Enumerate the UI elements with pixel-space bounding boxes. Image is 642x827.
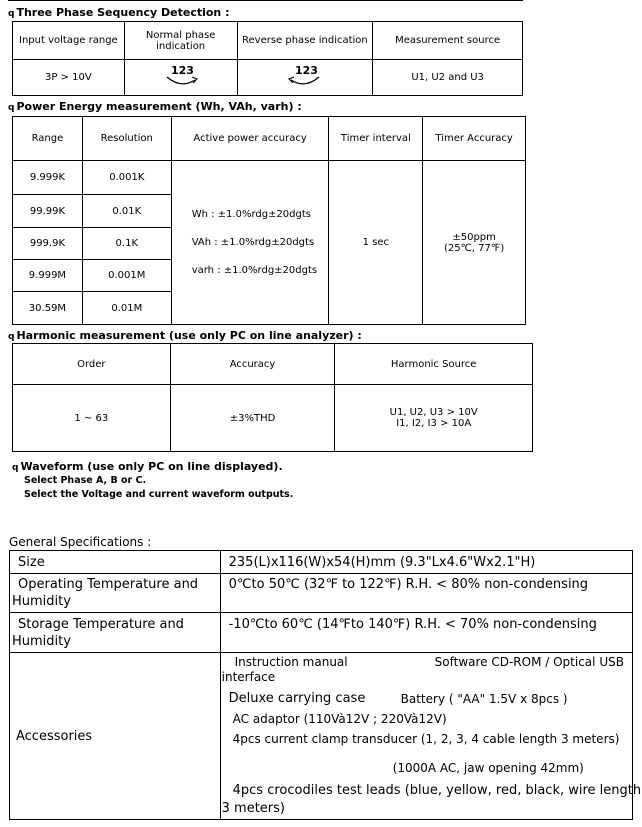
spec-label: Operating Temperature and Humidity <box>10 574 221 613</box>
accessory-item: Deluxe carrying case <box>228 691 366 706</box>
resolution-cell: 0.001M <box>82 260 171 292</box>
table-header-row <box>13 22 523 60</box>
section-heading <box>8 6 230 19</box>
accessory-item: 4pcs current clamp transducer (1, 2, 3, 4 cable length 3 meters) <box>232 732 620 746</box>
timer-accuracy-value: ±50ppm <box>452 231 496 243</box>
table-row <box>13 60 523 96</box>
table-row <box>10 653 633 820</box>
resolution-cell: 0.01K <box>82 195 171 228</box>
section-heading <box>12 460 283 473</box>
accuracy-cell: ±3%THD <box>170 385 335 452</box>
phase-order-label: 123 <box>170 64 194 77</box>
spec-value: 0℃to 50℃ (32℉ to 122℉) R.H. < 80% non-condensing <box>220 574 632 613</box>
resolution-cell: 0.01M <box>82 292 171 325</box>
section-title: Harmonic measurement (use only PC on line analyzer) : <box>16 329 362 342</box>
header-cell: Timer Accuracy <box>423 117 526 161</box>
table-header-row <box>13 344 533 385</box>
clockwise-arrow-icon <box>159 63 203 89</box>
accessory-item: 3 meters) <box>221 801 285 816</box>
waveform-note: Select Phase A, B or C. <box>24 475 147 486</box>
table-row <box>13 385 533 452</box>
timer-accuracy-conditions: (25℃, 77℉) <box>443 242 505 254</box>
table-row <box>13 161 526 195</box>
counterclockwise-arrow-icon <box>283 63 327 89</box>
reverse-phase-cell <box>237 60 373 96</box>
header-cell: Input voltage range <box>13 22 125 60</box>
header-cell: Accuracy <box>170 344 335 385</box>
timer-interval-cell: 1 sec <box>329 161 423 325</box>
range-cell: 9.999M <box>13 260 83 292</box>
range-cell: 999.9K <box>13 228 83 260</box>
section-title: Waveform (use only PC on line displayed). <box>20 460 283 473</box>
phase-order-label: 123 <box>294 64 318 77</box>
resolution-cell: 0.001K <box>82 161 171 195</box>
bullet: q <box>8 103 15 113</box>
accessory-item: Software CD-ROM / Optical USB <box>434 655 624 669</box>
input-range-cell: 3P > 10V <box>13 60 125 96</box>
header-cell: Order <box>13 344 171 385</box>
current-source: I1, I2, I3 > 10A <box>396 418 472 429</box>
spec-label: Accessories <box>10 653 221 820</box>
general-specs-table <box>9 550 642 820</box>
top-rule <box>8 0 523 1</box>
header-cell: Reverse phase indication <box>237 22 373 60</box>
bullet: q <box>12 463 19 473</box>
section-heading <box>8 100 302 113</box>
section-heading <box>8 329 362 342</box>
harmonic-source-cell <box>335 385 533 452</box>
accuracy-line: Wh : ±1.0%rdg±20dgts <box>191 208 311 220</box>
section-title: Power Energy measurement (Wh, VAh, varh) : <box>16 100 302 113</box>
accuracy-line: varh : ±1.0%rdg±20dgts <box>191 264 318 276</box>
timer-accuracy-cell <box>423 161 526 325</box>
spec-value: -10℃to 60℃ (14℉to 140℉) R.H. < 70% non-condensing <box>220 613 632 653</box>
bullet: q <box>8 332 15 342</box>
accuracy-line: VAh : ±1.0%rdg±20dgts <box>191 236 315 248</box>
voltage-source: U1, U2, U3 > 10V <box>389 407 478 418</box>
accessory-item: Instruction manual <box>234 655 348 669</box>
spec-value: 235(L)x116(W)x54(H)mm (9.3"Lx4.6"Wx2.1"H) <box>220 551 632 574</box>
header-cell: Normal phase indication <box>124 22 237 60</box>
bullet: q <box>8 9 15 19</box>
measurement-source-cell: U1, U2 and U3 <box>373 60 523 96</box>
general-specs-title: General Specifications : <box>9 535 152 549</box>
table-row <box>10 551 633 574</box>
header-cell: Range <box>13 117 83 161</box>
waveform-note: Select the Voltage and current waveform outputs. <box>24 489 294 500</box>
table-row <box>10 574 633 613</box>
accessory-item: (1000A AC, jaw opening 42mm) <box>392 761 584 775</box>
accessory-item: 4pcs crocodiles test leads (blue, yellow, red, black, wire length <box>232 783 642 798</box>
normal-phase-cell <box>124 60 237 96</box>
range-cell: 99.99K <box>13 195 83 228</box>
resolution-cell: 0.1K <box>82 228 171 260</box>
header-cell: Active power accuracy <box>171 117 329 161</box>
header-cell: Harmonic Source <box>335 344 533 385</box>
table-row <box>10 613 633 653</box>
accuracy-cell <box>171 161 329 325</box>
spec-label: Size <box>10 551 221 574</box>
accessories-cell <box>220 653 642 820</box>
table-header-row <box>13 117 526 161</box>
range-cell: 30.59M <box>13 292 83 325</box>
accessory-item: Battery ( "AA" 1.5V x 8pcs ) <box>400 692 568 706</box>
power-energy-table <box>12 116 526 325</box>
order-cell: 1 ~ 63 <box>13 385 171 452</box>
accessory-item: AC adaptor (110Và12V ; 220Và12V) <box>232 712 447 726</box>
spec-label: Storage Temperature and Humidity <box>10 613 221 653</box>
accessory-item: interface <box>221 670 276 684</box>
section-title: Three Phase Sequency Detection : <box>16 6 230 19</box>
harmonic-table <box>12 343 533 452</box>
header-cell: Timer interval <box>329 117 423 161</box>
header-cell: Measurement source <box>373 22 523 60</box>
range-cell: 9.999K <box>13 161 83 195</box>
header-cell: Resolution <box>82 117 171 161</box>
phase-sequence-table <box>12 21 523 96</box>
